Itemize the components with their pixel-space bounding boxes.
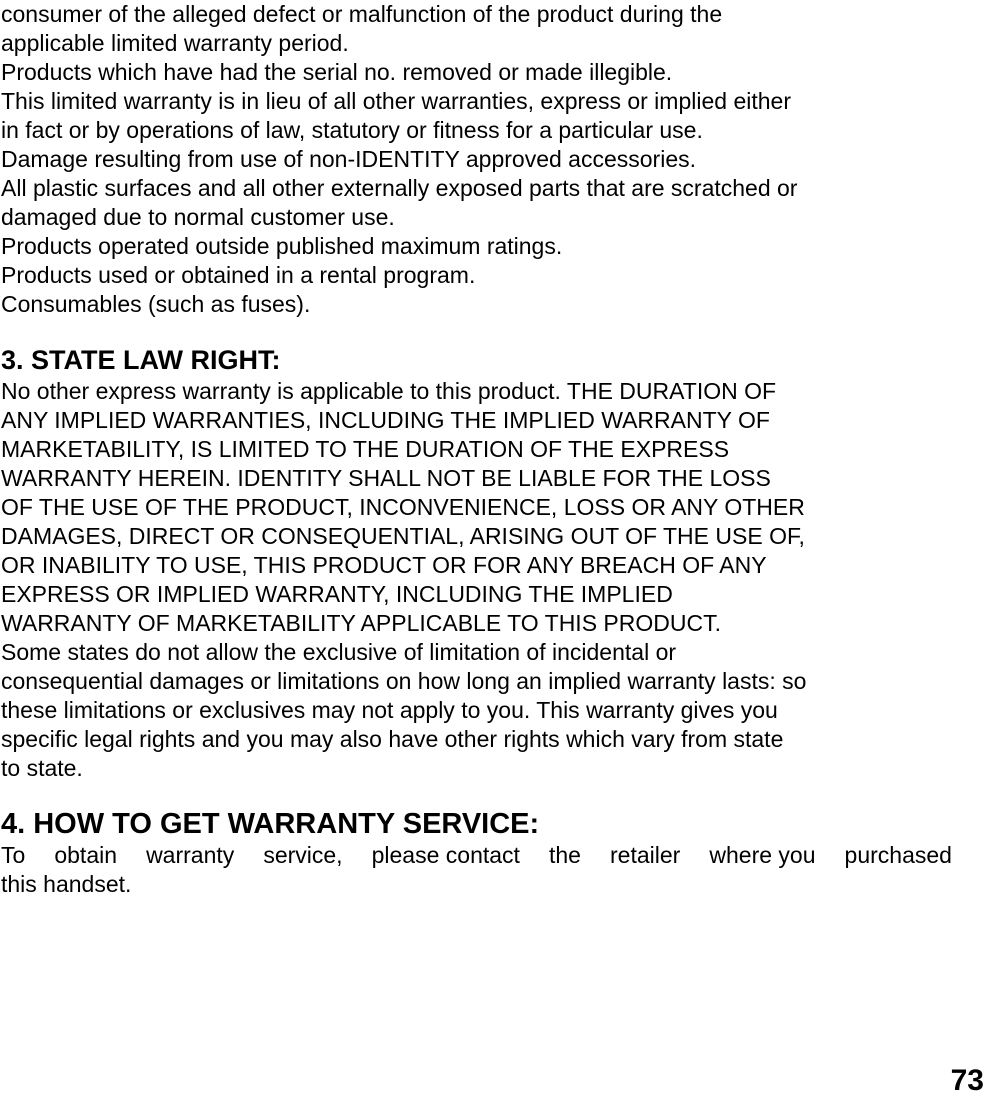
text-line: WARRANTY HEREIN. IDENTITY SHALL NOT BE LIABLE FOR THE LOSS (1, 465, 771, 491)
section-4-body (1, 841, 981, 899)
text-line: Products used or obtained in a rental program. (1, 262, 476, 288)
section-3-body (1, 377, 981, 783)
text-line: DAMAGES, DIRECT OR CONSEQUENTIAL, ARISING OUT OF THE USE OF, (1, 523, 805, 549)
word: the (548, 842, 581, 868)
text-line: OR INABILITY TO USE, THIS PRODUCT OR FOR ANY BREACH OF ANY (1, 552, 767, 578)
text-line: consumer of the alleged defect or malfunction of the product during the (1, 1, 723, 27)
text-line: Some states do not allow the exclusive of limitation of incidental or (1, 639, 677, 665)
paragraph-spacer (1, 319, 981, 345)
text-line: ANY IMPLIED WARRANTIES, INCLUDING THE IMPLIED WARRANTY OF (1, 407, 770, 433)
text-line: Damage resulting from use of non-IDENTITY approved accessories. (1, 146, 696, 172)
paragraph-spacer (1, 783, 981, 809)
warranty-exclusions-text (1, 0, 981, 319)
text-line: WARRANTY OF MARKETABILITY APPLICABLE TO THIS PRODUCT. (1, 610, 721, 636)
text-line: Consumables (such as fuses). (1, 291, 311, 317)
word: retailer (610, 842, 681, 868)
manual-page (1, 0, 981, 899)
word: service, (263, 842, 343, 868)
text-line: Products operated outside published maximum ratings. (1, 233, 563, 259)
text-line: This limited warranty is in lieu of all other warranties, express or implied either (1, 88, 791, 114)
text-line: All plastic surfaces and all other externally exposed parts that are scratched or (1, 175, 798, 201)
text-line: OF THE USE OF THE PRODUCT, INCONVENIENCE, LOSS OR ANY OTHER (1, 494, 805, 520)
text-line: applicable limited warranty period. (1, 30, 349, 56)
word: To (1, 842, 26, 868)
word: purchased (844, 842, 952, 868)
page-number: 73 (950, 1064, 984, 1097)
text-line: to state. (1, 755, 83, 781)
text-line: consequential damages or limitations on how long an implied warranty lasts: so (1, 668, 807, 694)
text-line: specific legal rights and you may also have other rights which vary from state (1, 726, 784, 752)
word: please contact (371, 842, 520, 868)
text-line: damaged due to normal customer use. (1, 204, 395, 230)
section-3-heading: 3. STATE LAW RIGHT: (1, 345, 281, 375)
text-line: Products which have had the serial no. removed or made illegible. (1, 59, 673, 85)
word: where you (709, 842, 816, 868)
text-line: EXPRESS OR IMPLIED WARRANTY, INCLUDING THE IMPLIED (1, 581, 673, 607)
text-line: in fact or by operations of law, statutory or fitness for a particular use. (1, 117, 703, 143)
text-line: MARKETABILITY, IS LIMITED TO THE DURATION OF THE EXPRESS (1, 436, 730, 462)
word: obtain (54, 842, 118, 868)
text-line: these limitations or exclusives may not apply to you. This warranty gives you (1, 697, 778, 723)
word: warranty (146, 842, 235, 868)
justified-text-line (1, 841, 952, 870)
text-line: this handset. (1, 871, 132, 897)
text-line: No other express warranty is applicable to this product. THE DURATION OF (1, 378, 777, 404)
section-4-heading: 4. HOW TO GET WARRANTY SERVICE: (1, 808, 540, 840)
